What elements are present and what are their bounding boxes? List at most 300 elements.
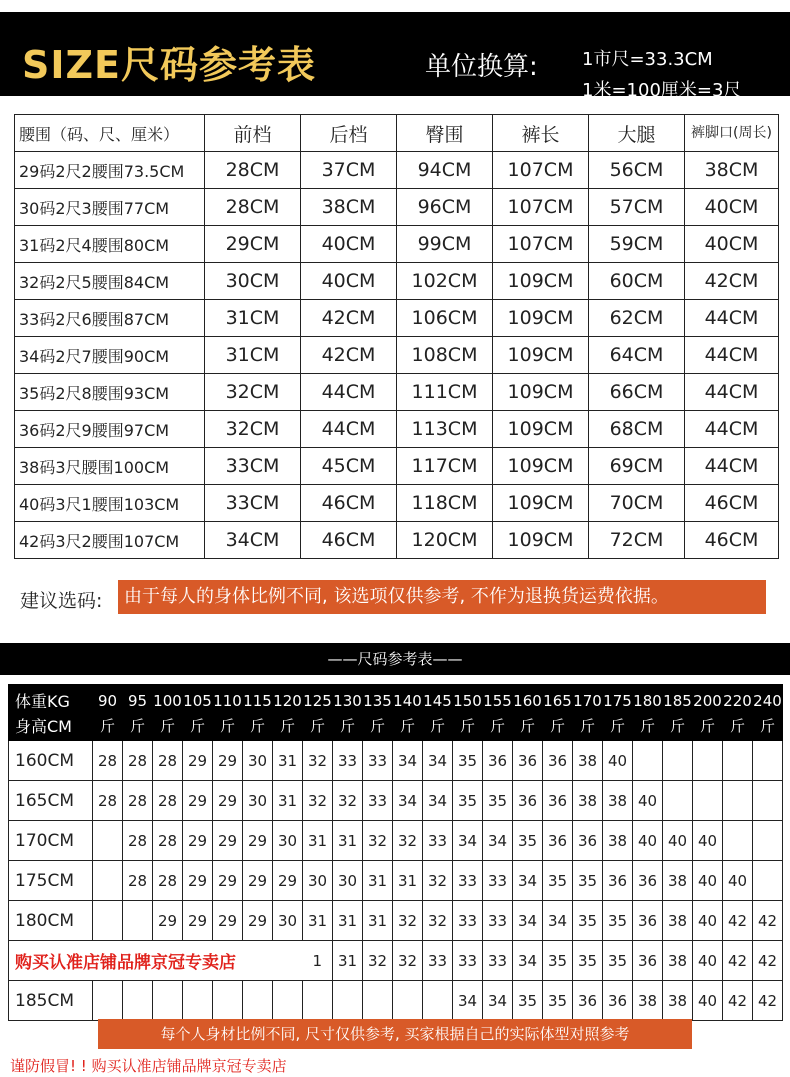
measurement-cell: 69CM — [589, 448, 685, 485]
weight-value: 200 — [693, 691, 722, 710]
size-cell — [123, 981, 153, 1021]
measurement-cell: 42CM — [685, 263, 779, 300]
size-cell: 29 — [213, 741, 243, 781]
measurement-cell: 44CM — [685, 337, 779, 374]
weight-value: 170 — [573, 691, 602, 710]
size-cell: 35 — [513, 981, 543, 1021]
size-cell: 38 — [573, 781, 603, 821]
size-cell: 29 — [243, 861, 273, 901]
size-cell: 36 — [573, 821, 603, 861]
size-cell: 32 — [393, 901, 423, 941]
waist-size-cell: 29码2尺2腰围73.5CM — [15, 152, 205, 189]
corner-weight-label: 体重KG — [15, 691, 70, 711]
weight-unit: 斤 — [639, 716, 655, 735]
size-cell: 42 — [723, 941, 753, 981]
measurement-cell: 57CM — [589, 189, 685, 226]
size-cell — [423, 981, 453, 1021]
size-cell: 35 — [543, 941, 573, 981]
size-cell: 30 — [273, 901, 303, 941]
weight-value: 175 — [603, 691, 632, 710]
measurement-cell: 109CM — [493, 374, 589, 411]
size-cell — [93, 861, 123, 901]
header-back-rise: 后档 — [301, 115, 397, 152]
size-cell: 42 — [753, 981, 783, 1021]
waist-size-cell: 35码2尺8腰围93CM — [15, 374, 205, 411]
size-cell: 29 — [213, 821, 243, 861]
size-cell — [303, 981, 333, 1021]
measurement-cell: 62CM — [589, 300, 685, 337]
size-cell: 28 — [93, 741, 123, 781]
weight-value: 120 — [273, 691, 302, 710]
size-cell: 32 — [363, 941, 393, 981]
measurement-cell: 109CM — [493, 448, 589, 485]
weight-header-cell — [273, 685, 303, 741]
table-row — [9, 821, 783, 861]
measurement-cell: 60CM — [589, 263, 685, 300]
size-cell: 40 — [663, 821, 693, 861]
weight-unit: 斤 — [399, 716, 415, 735]
measurement-cell: 109CM — [493, 263, 589, 300]
unit-conversion-label: 单位换算: — [425, 52, 538, 82]
table-row — [15, 189, 779, 226]
size-cell: 40 — [693, 821, 723, 861]
weight-header-cell — [513, 685, 543, 741]
size-cell — [753, 821, 783, 861]
size-table-body — [15, 152, 779, 559]
size-cell: 34 — [513, 901, 543, 941]
size-cell: 31 — [273, 781, 303, 821]
measurement-cell: 99CM — [397, 226, 493, 263]
size-cell: 34 — [453, 821, 483, 861]
size-cell — [633, 741, 663, 781]
size-cell: 32 — [303, 741, 333, 781]
measurement-cell: 38CM — [301, 189, 397, 226]
corner-height-label: 身高CM — [15, 716, 72, 736]
size-cell: 42 — [723, 981, 753, 1021]
size-cell: 33 — [363, 741, 393, 781]
size-cell: 34 — [423, 741, 453, 781]
weight-header-cell — [543, 685, 573, 741]
height-label: 160CM — [9, 741, 93, 781]
footer-disclaimer: 每个人身材比例不同, 尺寸仅供参考, 买家根据自己的实际体型对照参考 — [98, 1019, 692, 1049]
table-row — [15, 448, 779, 485]
weight-unit: 斤 — [309, 716, 325, 735]
header-thigh: 大腿 — [589, 115, 685, 152]
size-cell: 35 — [573, 901, 603, 941]
size-cell: 34 — [483, 821, 513, 861]
measurement-cell: 44CM — [685, 300, 779, 337]
weight-header-cell — [573, 685, 603, 741]
size-cell — [93, 821, 123, 861]
size-cell — [243, 981, 273, 1021]
measurement-cell: 32CM — [205, 374, 301, 411]
size-cell: 28 — [153, 741, 183, 781]
table-row — [15, 522, 779, 559]
size-cell: 40 — [723, 861, 753, 901]
size-cell: 42 — [723, 901, 753, 941]
weight-value: 155 — [483, 691, 512, 710]
size-cell: 38 — [633, 981, 663, 1021]
measurement-cell: 28CM — [205, 189, 301, 226]
weight-unit: 斤 — [759, 716, 775, 735]
weight-height-corner — [9, 685, 93, 741]
weight-header-cell — [183, 685, 213, 741]
size-cell: 29 — [183, 741, 213, 781]
height-label: 165CM — [9, 781, 93, 821]
measurement-cell: 107CM — [493, 226, 589, 263]
size-cell: 33 — [453, 941, 483, 981]
size-cell — [693, 781, 723, 821]
size-cell: 42 — [753, 941, 783, 981]
size-cell: 34 — [453, 981, 483, 1021]
measurement-cell: 111CM — [397, 374, 493, 411]
weight-header-cell — [363, 685, 393, 741]
weight-unit: 斤 — [159, 716, 175, 735]
size-cell — [183, 981, 213, 1021]
weight-header-cell — [93, 685, 123, 741]
header-front-rise: 前档 — [205, 115, 301, 152]
size-cell — [153, 981, 183, 1021]
measurement-cell: 109CM — [493, 337, 589, 374]
size-cell — [93, 901, 123, 941]
measurement-cell: 42CM — [301, 337, 397, 374]
size-cell: 33 — [423, 941, 453, 981]
size-cell: 33 — [483, 901, 513, 941]
size-cell: 29 — [213, 861, 243, 901]
size-cell: 32 — [363, 821, 393, 861]
size-cell: 35 — [483, 781, 513, 821]
size-cell: 38 — [663, 981, 693, 1021]
size-cell — [123, 901, 153, 941]
size-cell — [213, 981, 243, 1021]
size-cell: 36 — [603, 981, 633, 1021]
table-row — [9, 781, 783, 821]
size-cell: 32 — [393, 941, 423, 981]
waist-size-cell: 30码2尺3腰围77CM — [15, 189, 205, 226]
size-cell: 29 — [213, 901, 243, 941]
weight-value: 105 — [183, 691, 212, 710]
weight-value: 135 — [363, 691, 392, 710]
waist-size-cell: 31码2尺4腰围80CM — [15, 226, 205, 263]
height-label: 180CM — [9, 901, 93, 941]
weight-value: 140 — [393, 691, 422, 710]
recommendation-label: 建议选码: — [20, 590, 103, 612]
size-cell: 30 — [243, 781, 273, 821]
measurement-cell: 29CM — [205, 226, 301, 263]
waist-size-cell: 42码3尺2腰围107CM — [15, 522, 205, 559]
measurement-cell: 45CM — [301, 448, 397, 485]
measurement-cell: 30CM — [205, 263, 301, 300]
size-cell — [723, 781, 753, 821]
table-row — [15, 374, 779, 411]
weight-header-cell — [453, 685, 483, 741]
table-row — [9, 981, 783, 1021]
table-row — [15, 226, 779, 263]
size-cell — [753, 861, 783, 901]
size-cell: 31 — [363, 901, 393, 941]
size-cell: 40 — [603, 741, 633, 781]
measurement-cell: 118CM — [397, 485, 493, 522]
measurement-cell: 40CM — [685, 189, 779, 226]
size-cell: 35 — [513, 821, 543, 861]
size-cell: 31 — [273, 741, 303, 781]
table-row — [15, 337, 779, 374]
size-cell: 36 — [513, 781, 543, 821]
weight-unit: 斤 — [729, 716, 745, 735]
size-cell: 35 — [573, 941, 603, 981]
size-cell: 40 — [693, 901, 723, 941]
weight-unit: 斤 — [699, 716, 715, 735]
measurement-cell: 108CM — [397, 337, 493, 374]
size-cell: 32 — [333, 781, 363, 821]
weight-value: 100 — [153, 691, 182, 710]
waist-size-cell: 38码3尺腰围100CM — [15, 448, 205, 485]
size-cell: 36 — [513, 741, 543, 781]
measurement-cell: 44CM — [301, 411, 397, 448]
measurement-cell: 38CM — [685, 152, 779, 189]
size-cell: 30 — [303, 861, 333, 901]
weight-value: 185 — [663, 691, 692, 710]
measurement-cell: 109CM — [493, 300, 589, 337]
weight-unit: 斤 — [429, 716, 445, 735]
measurement-cell: 117CM — [397, 448, 493, 485]
weight-unit: 斤 — [219, 716, 235, 735]
size-cell — [663, 741, 693, 781]
size-cell: 31 — [363, 861, 393, 901]
height-label: 185CM — [9, 981, 93, 1021]
size-cell: 38 — [603, 821, 633, 861]
size-cell: 33 — [453, 861, 483, 901]
weight-header-cell — [483, 685, 513, 741]
size-cell — [273, 981, 303, 1021]
table-row — [15, 263, 779, 300]
promo-row — [9, 941, 783, 981]
table-row — [15, 152, 779, 189]
weight-value: 95 — [127, 691, 148, 710]
size-cell: 40 — [633, 781, 663, 821]
weight-value: 125 — [303, 691, 332, 710]
weight-header-cell — [333, 685, 363, 741]
size-cell: 35 — [543, 861, 573, 901]
measurement-cell: 106CM — [397, 300, 493, 337]
measurement-cell: 113CM — [397, 411, 493, 448]
measurement-cell: 120CM — [397, 522, 493, 559]
size-cell: 32 — [303, 781, 333, 821]
size-cell: 36 — [543, 741, 573, 781]
recommendation-note: 由于每人的身体比例不同, 该选项仅供参考, 不作为退换货运费依据。 — [118, 580, 766, 614]
weight-value: 90 — [97, 691, 118, 710]
weight-value: 130 — [333, 691, 362, 710]
size-cell: 36 — [633, 901, 663, 941]
weight-header-cell — [633, 685, 663, 741]
measurement-cell: 44CM — [685, 448, 779, 485]
size-table — [14, 114, 779, 559]
size-cell: 36 — [483, 741, 513, 781]
weight-value: 220 — [723, 691, 752, 710]
size-cell: 38 — [573, 741, 603, 781]
weight-unit: 斤 — [339, 716, 355, 735]
size-cell: 28 — [153, 861, 183, 901]
size-cell — [723, 821, 753, 861]
weight-value: 150 — [453, 691, 482, 710]
measurement-cell: 109CM — [493, 485, 589, 522]
size-cell: 34 — [393, 741, 423, 781]
size-cell: 29 — [153, 901, 183, 941]
measurement-cell: 66CM — [589, 374, 685, 411]
waist-size-cell: 40码3尺1腰围103CM — [15, 485, 205, 522]
size-cell: 29 — [183, 901, 213, 941]
size-cell: 32 — [423, 861, 453, 901]
measurement-cell: 96CM — [397, 189, 493, 226]
size-cell: 38 — [663, 941, 693, 981]
measurement-cell: 72CM — [589, 522, 685, 559]
size-cell: 42 — [753, 901, 783, 941]
weight-header-cell — [123, 685, 153, 741]
weight-unit: 斤 — [489, 716, 505, 735]
size-cell: 28 — [153, 821, 183, 861]
size-cell — [723, 741, 753, 781]
weight-unit: 斤 — [459, 716, 475, 735]
measurement-cell: 46CM — [301, 485, 397, 522]
weight-value: 180 — [633, 691, 662, 710]
size-cell: 28 — [153, 781, 183, 821]
size-cell: 30 — [243, 741, 273, 781]
size-cell: 32 — [423, 901, 453, 941]
size-cell — [393, 981, 423, 1021]
size-cell: 30 — [333, 861, 363, 901]
measurement-cell: 31CM — [205, 337, 301, 374]
size-cell: 35 — [603, 941, 633, 981]
measurement-cell: 44CM — [301, 374, 397, 411]
weight-value: 110 — [213, 691, 242, 710]
size-cell: 35 — [453, 741, 483, 781]
table-row — [9, 901, 783, 941]
weight-header-row — [9, 685, 783, 741]
weight-unit: 斤 — [579, 716, 595, 735]
header-length: 裤长 — [493, 115, 589, 152]
table-row — [15, 411, 779, 448]
size-cell: 28 — [123, 821, 153, 861]
weight-header-cell — [693, 685, 723, 741]
footer-warning: 谨防假冒! ! 购买认准店铺品牌京冠专卖店 — [10, 1057, 287, 1075]
size-cell — [93, 981, 123, 1021]
weight-header-cell — [423, 685, 453, 741]
size-cell: 35 — [573, 861, 603, 901]
weight-unit: 斤 — [519, 716, 535, 735]
size-cell: 38 — [663, 901, 693, 941]
size-cell: 31 — [393, 861, 423, 901]
weight-header-cell — [213, 685, 243, 741]
size-cell: 29 — [213, 781, 243, 821]
measurement-cell: 40CM — [301, 226, 397, 263]
size-cell: 31 — [333, 901, 363, 941]
size-cell: 28 — [123, 741, 153, 781]
measurement-cell: 44CM — [685, 374, 779, 411]
weight-unit: 斤 — [669, 716, 685, 735]
size-cell: 40 — [693, 941, 723, 981]
weight-table-body — [9, 741, 783, 1021]
measurement-cell: 109CM — [493, 522, 589, 559]
measurement-cell: 40CM — [685, 226, 779, 263]
weight-header-cell — [663, 685, 693, 741]
size-cell: 30 — [273, 821, 303, 861]
size-cell: 35 — [603, 901, 633, 941]
size-cell: 36 — [543, 781, 573, 821]
size-cell: 36 — [543, 821, 573, 861]
measurement-cell: 107CM — [493, 152, 589, 189]
measurement-cell: 56CM — [589, 152, 685, 189]
weight-unit: 斤 — [609, 716, 625, 735]
size-cell: 28 — [93, 781, 123, 821]
measurement-cell: 109CM — [493, 411, 589, 448]
size-cell: 34 — [513, 941, 543, 981]
size-cell: 36 — [603, 861, 633, 901]
weight-header-cell — [243, 685, 273, 741]
header-leg-opening: 裤脚口(周长) — [685, 115, 779, 152]
page-title: SIZE尺码参考表 — [22, 43, 317, 87]
size-cell: 29 — [183, 781, 213, 821]
size-cell: 28 — [123, 861, 153, 901]
measurement-cell: 46CM — [301, 522, 397, 559]
size-cell: 31 — [303, 901, 333, 941]
size-cell: 33 — [423, 821, 453, 861]
size-cell: 29 — [243, 821, 273, 861]
measurement-cell: 59CM — [589, 226, 685, 263]
promo-text: 购买认准店铺品牌京冠专卖店 — [9, 941, 303, 981]
measurement-cell: 64CM — [589, 337, 685, 374]
size-cell: 34 — [543, 901, 573, 941]
waist-size-cell: 33码2尺6腰围87CM — [15, 300, 205, 337]
size-cell: 36 — [573, 981, 603, 1021]
waist-size-cell: 32码2尺5腰围84CM — [15, 263, 205, 300]
weight-unit: 斤 — [99, 716, 115, 735]
size-cell: 40 — [693, 981, 723, 1021]
weight-header-cell — [153, 685, 183, 741]
measurement-cell: 28CM — [205, 152, 301, 189]
weight-header-cell — [303, 685, 333, 741]
measurement-cell: 31CM — [205, 300, 301, 337]
size-cell: 34 — [483, 981, 513, 1021]
size-cell: 34 — [513, 861, 543, 901]
measurement-cell: 44CM — [685, 411, 779, 448]
weight-value: 165 — [543, 691, 572, 710]
weight-height-table — [8, 684, 783, 1021]
size-cell: 31 — [333, 821, 363, 861]
measurement-cell: 32CM — [205, 411, 301, 448]
size-cell: 28 — [123, 781, 153, 821]
weight-value: 145 — [423, 691, 452, 710]
size-cell: 32 — [393, 821, 423, 861]
measurement-cell: 46CM — [685, 485, 779, 522]
weight-header-cell — [723, 685, 753, 741]
waist-size-cell: 36码2尺9腰围97CM — [15, 411, 205, 448]
size-cell: 36 — [633, 861, 663, 901]
size-chart-title: ——尺码参考表—— — [0, 643, 790, 675]
measurement-cell: 107CM — [493, 189, 589, 226]
size-cell: 38 — [603, 781, 633, 821]
size-cell: 33 — [453, 901, 483, 941]
size-cell: 33 — [363, 781, 393, 821]
table-row — [15, 300, 779, 337]
size-cell: 40 — [693, 861, 723, 901]
size-cell — [663, 781, 693, 821]
measurement-cell: 94CM — [397, 152, 493, 189]
weight-header-cell — [603, 685, 633, 741]
measurement-cell: 33CM — [205, 448, 301, 485]
table-row — [15, 485, 779, 522]
size-cell: 35 — [543, 981, 573, 1021]
size-cell: 29 — [183, 861, 213, 901]
